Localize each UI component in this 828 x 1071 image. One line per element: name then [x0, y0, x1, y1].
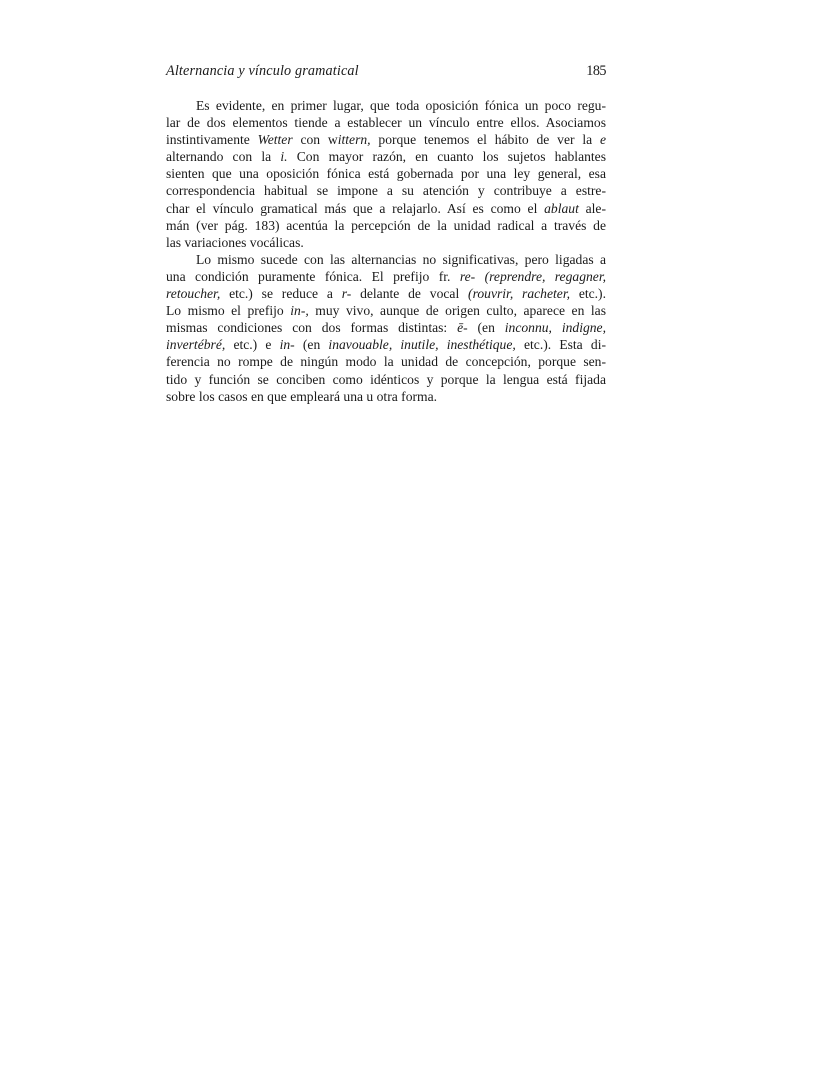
page-number: 185	[586, 63, 606, 79]
text-run: las variaciones vocálicas.	[166, 234, 304, 250]
text-run: muy vivo, aunque de origen culto, aparece en las	[308, 303, 606, 319]
text-run: etc.) se reduce a	[220, 286, 342, 302]
text-run: alternando con la	[166, 149, 281, 165]
text-run: Lo mismo sucede con las alternancias no significativas, pero ligadas a	[196, 251, 606, 267]
italic-term: inconnu, indigne,	[504, 320, 606, 336]
text-run: lar de dos elementos tiende a establecer un vínculo entre ellos. Asociamos	[166, 115, 606, 131]
italic-term: invertébré,	[166, 337, 226, 353]
text-run: (en	[467, 320, 505, 336]
text-run: etc.) e	[225, 337, 280, 353]
italic-term: inavouable, inutile, inesthétique,	[328, 337, 516, 353]
text-run: porque tenemos el hábito de ver la	[370, 132, 600, 148]
text-run: mismas condiciones con dos formas distintas:	[166, 320, 458, 336]
text-run: char el vínculo gramatical más que a relajarlo. Así es como el	[166, 200, 545, 216]
paragraph	[166, 251, 606, 405]
italic-term: (rouvrir, racheter,	[468, 286, 570, 302]
text-run: tido y función se conciben como idénticos y porque la lengua está fijada	[166, 371, 606, 387]
text-line	[166, 353, 606, 370]
italic-term: re- (reprendre, regagner,	[459, 268, 606, 284]
text-run: ale-	[578, 200, 606, 216]
text-line	[166, 388, 606, 405]
text-line	[166, 131, 606, 148]
text-line	[166, 182, 606, 199]
text-run: con w	[292, 132, 338, 148]
paragraph	[166, 97, 606, 251]
text-run: sobre los casos en que empleará una u otra forma.	[166, 388, 438, 404]
text-line	[166, 234, 606, 251]
text-line	[166, 302, 606, 319]
text-run: Lo mismo el prefijo	[166, 303, 291, 319]
italic-term: in-	[279, 337, 295, 353]
text-run: Es evidente, en primer lugar, que toda oposición fónica un poco regu-	[196, 98, 606, 113]
italic-term: retoucher,	[166, 286, 221, 302]
body-text	[166, 97, 606, 405]
text-run: ferencia no rompe de ningún modo la unidad de concepción, porque sen-	[166, 354, 606, 370]
text-run: instintivamente	[166, 132, 258, 148]
text-line	[166, 336, 606, 353]
text-run: delante de vocal	[351, 286, 469, 302]
italic-term: i.	[280, 149, 288, 165]
running-title: Alternancia y vínculo gramatical	[166, 63, 359, 79]
text-line	[166, 148, 606, 165]
text-line	[166, 97, 606, 114]
text-line	[166, 268, 606, 285]
italic-term: in-,	[290, 303, 309, 319]
text-line	[166, 371, 606, 388]
running-head	[166, 62, 606, 80]
text-run: mán (ver pág. 183) acentúa la percepción de la unidad radical a través de	[166, 217, 606, 233]
text-run: etc.).	[570, 286, 606, 302]
italic-term: ittern,	[337, 132, 371, 148]
text-run: (en	[294, 337, 329, 353]
text-line	[166, 251, 606, 268]
italic-term: r-	[341, 286, 352, 302]
text-line	[166, 319, 606, 336]
text-run: sienten que una oposición fónica está gobernada por una ley general, esa	[166, 166, 606, 182]
italic-term: ablaut	[544, 200, 579, 216]
text-run: una condición puramente fónica. El prefijo fr.	[166, 268, 460, 284]
text-run: etc.). Esta di-	[515, 337, 606, 353]
italic-term: e	[599, 132, 606, 148]
text-line	[166, 200, 606, 217]
italic-term: Wetter	[257, 132, 293, 148]
text-line	[166, 285, 606, 302]
text-line	[166, 217, 606, 234]
italic-term: ē-	[457, 320, 468, 336]
book-page	[166, 62, 606, 405]
text-line	[166, 165, 606, 182]
text-run: correspondencia habitual se impone a su atención y contribuye a estre-	[166, 183, 606, 199]
text-run: Con mayor razón, en cuanto los sujetos hablantes	[287, 149, 606, 165]
text-line	[166, 114, 606, 131]
